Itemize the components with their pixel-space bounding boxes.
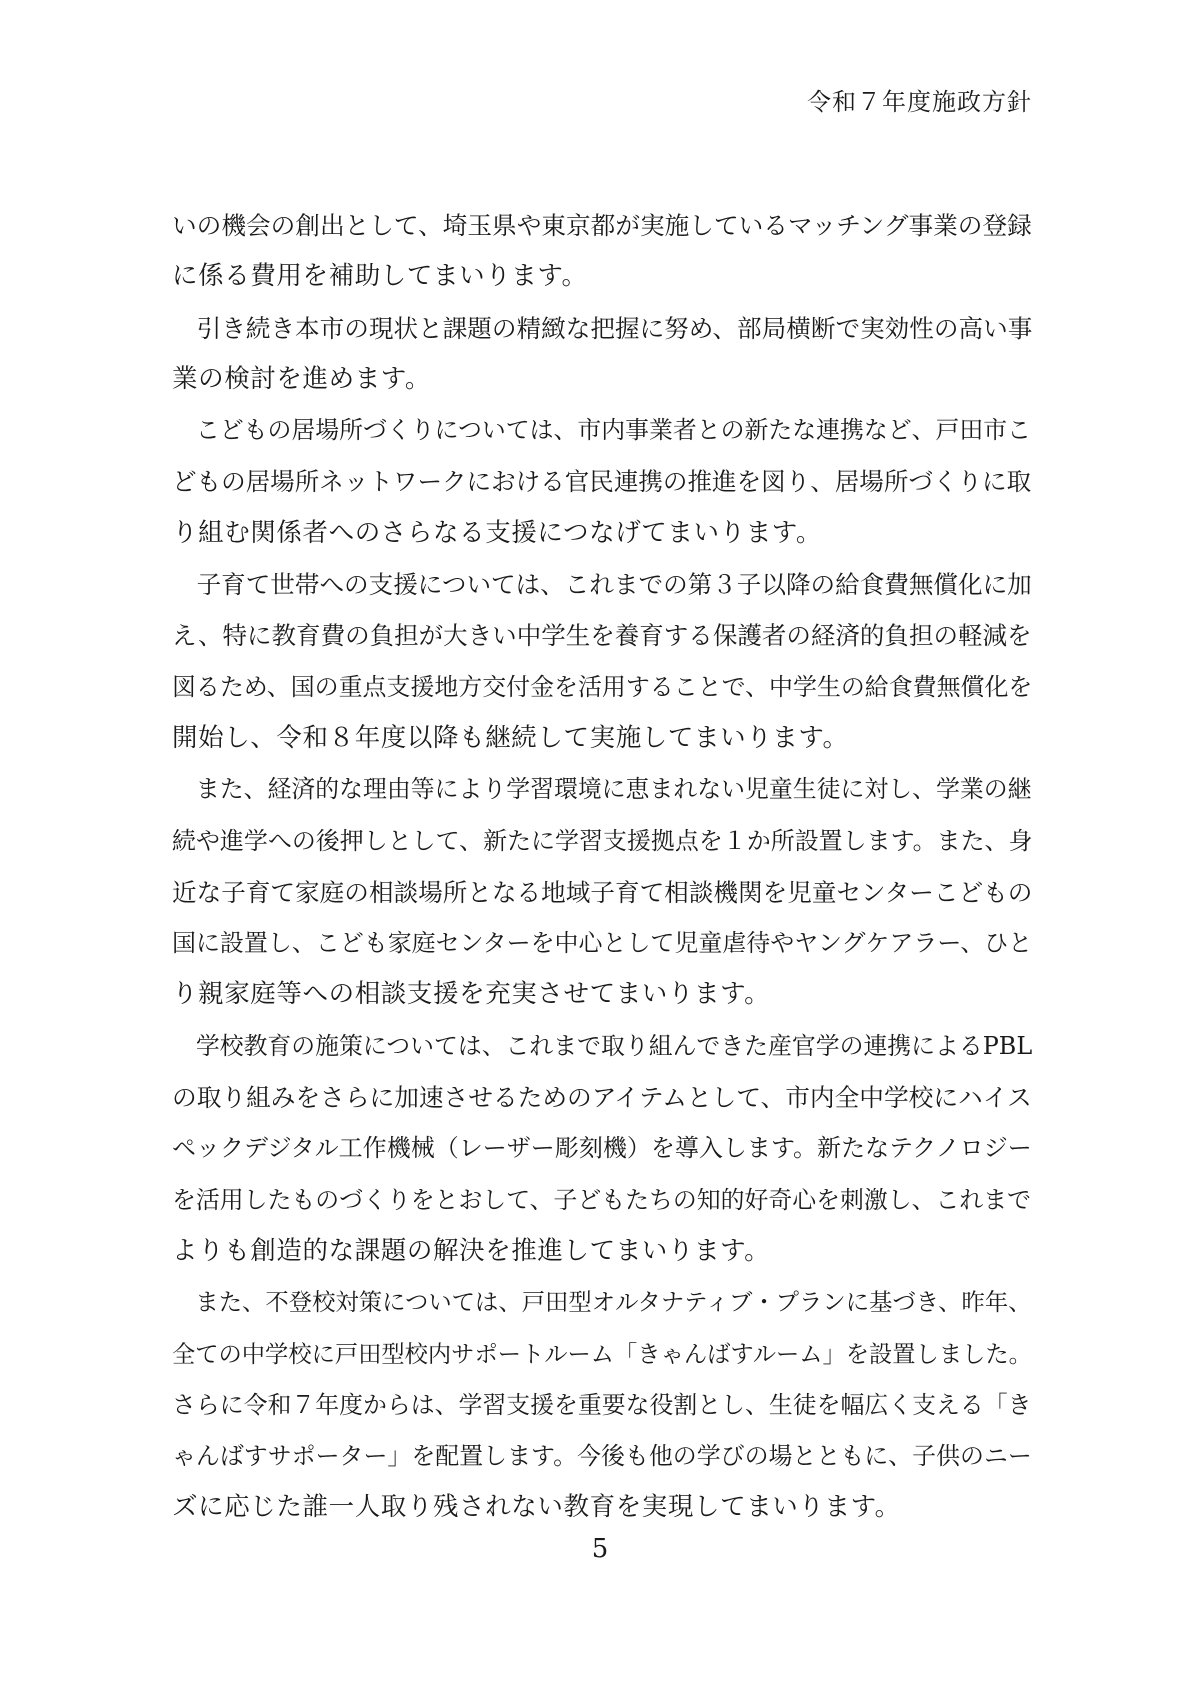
text-line: また、経済的な理由等により学習環境に恵まれない児童生徒に対し、学業の継 bbox=[172, 775, 1032, 804]
text-line: 開始し、令和８年度以降も継続して実施してまいります。 bbox=[172, 722, 849, 753]
page-number: 5 bbox=[591, 1534, 609, 1564]
text-line: 引き続き本市の現状と課題の精緻な把握に努め、部局横断で実効性の高い事 bbox=[172, 313, 1033, 343]
text-line: り親家庭等への相談支援を充実させてまいります。 bbox=[172, 979, 771, 1010]
text-line: さらに令和７年度からは、学習支援を重要な役割とし、生徒を幅広く支える「き bbox=[172, 1390, 1032, 1419]
page-header-title: 令和７年度施政方針 bbox=[807, 88, 1032, 116]
text-line: 図るため、国の重点支援地方交付金を活用することで、中学生の給食費無償化を bbox=[172, 672, 1033, 701]
text-line: ズに応じた誰一人取り残されない教育を実現してまいります。 bbox=[172, 1492, 901, 1523]
text-line: いの機会の創出として、埼玉県や東京都が実施しているマッチング事業の登録 bbox=[172, 211, 1032, 240]
text-line: り組む関係者へのさらなる支援につなげてまいります。 bbox=[172, 517, 822, 548]
text-line: こどもの居場所づくりについては、市内事業者との新たな連携など、戸田市こ bbox=[172, 416, 1032, 445]
text-line: 全ての中学校に戸田型校内サポートルーム「きゃんばすルーム」を設置しました。 bbox=[172, 1340, 1032, 1368]
text-line: また、不登校対策については、戸田型オルタナティブ・プランに基づき、昨年、 bbox=[172, 1288, 1032, 1317]
text-line: 学校教育の施策については、これまで取り組んできた産官学の連携によるPBL bbox=[172, 1031, 1033, 1060]
body-text bbox=[172, 200, 1032, 1534]
text-line: を活用したものづくりをとおして、子どもたちの知的好奇心を刺激し、これまで bbox=[172, 1185, 1032, 1214]
text-line: 国に設置し、こども家庭センターを中心として児童虐待やヤングケアラー、ひと bbox=[172, 929, 1033, 958]
text-line: よりも創造的な課題の解決を推進してまいります。 bbox=[172, 1235, 771, 1266]
text-line: ペックデジタル工作機械（レーザー彫刻機）を導入します。新たなテクノロジー bbox=[172, 1134, 1032, 1163]
text-line: 近な子育て家庭の相談場所となる地域子育て相談機関を児童センターこどもの bbox=[172, 877, 1033, 907]
text-line: 続や進学への後押しとして、新たに学習支援拠点を１か所設置します。また、身 bbox=[172, 826, 1033, 855]
text-line: に係る費用を補助してまいります。 bbox=[172, 261, 588, 292]
text-line: 子育て世帯への支援については、これまでの第３子以降の給食費無償化に加 bbox=[172, 570, 1032, 600]
text-line: 業の検討を進めます。 bbox=[172, 363, 431, 394]
text-line: どもの居場所ネットワークにおける官民連携の推進を図り、居場所づくりに取 bbox=[172, 467, 1032, 497]
text-line: の取り組みをさらに加速させるためのアイテムとして、市内全中学校にハイス bbox=[172, 1083, 1032, 1113]
text-line: ゃんばすサポーター」を配置します。今後も他の学びの場とともに、子供のニー bbox=[172, 1442, 1032, 1471]
text-line: え、特に教育費の負担が大きい中学生を養育する保護者の経済的負担の軽減を bbox=[172, 621, 1032, 651]
